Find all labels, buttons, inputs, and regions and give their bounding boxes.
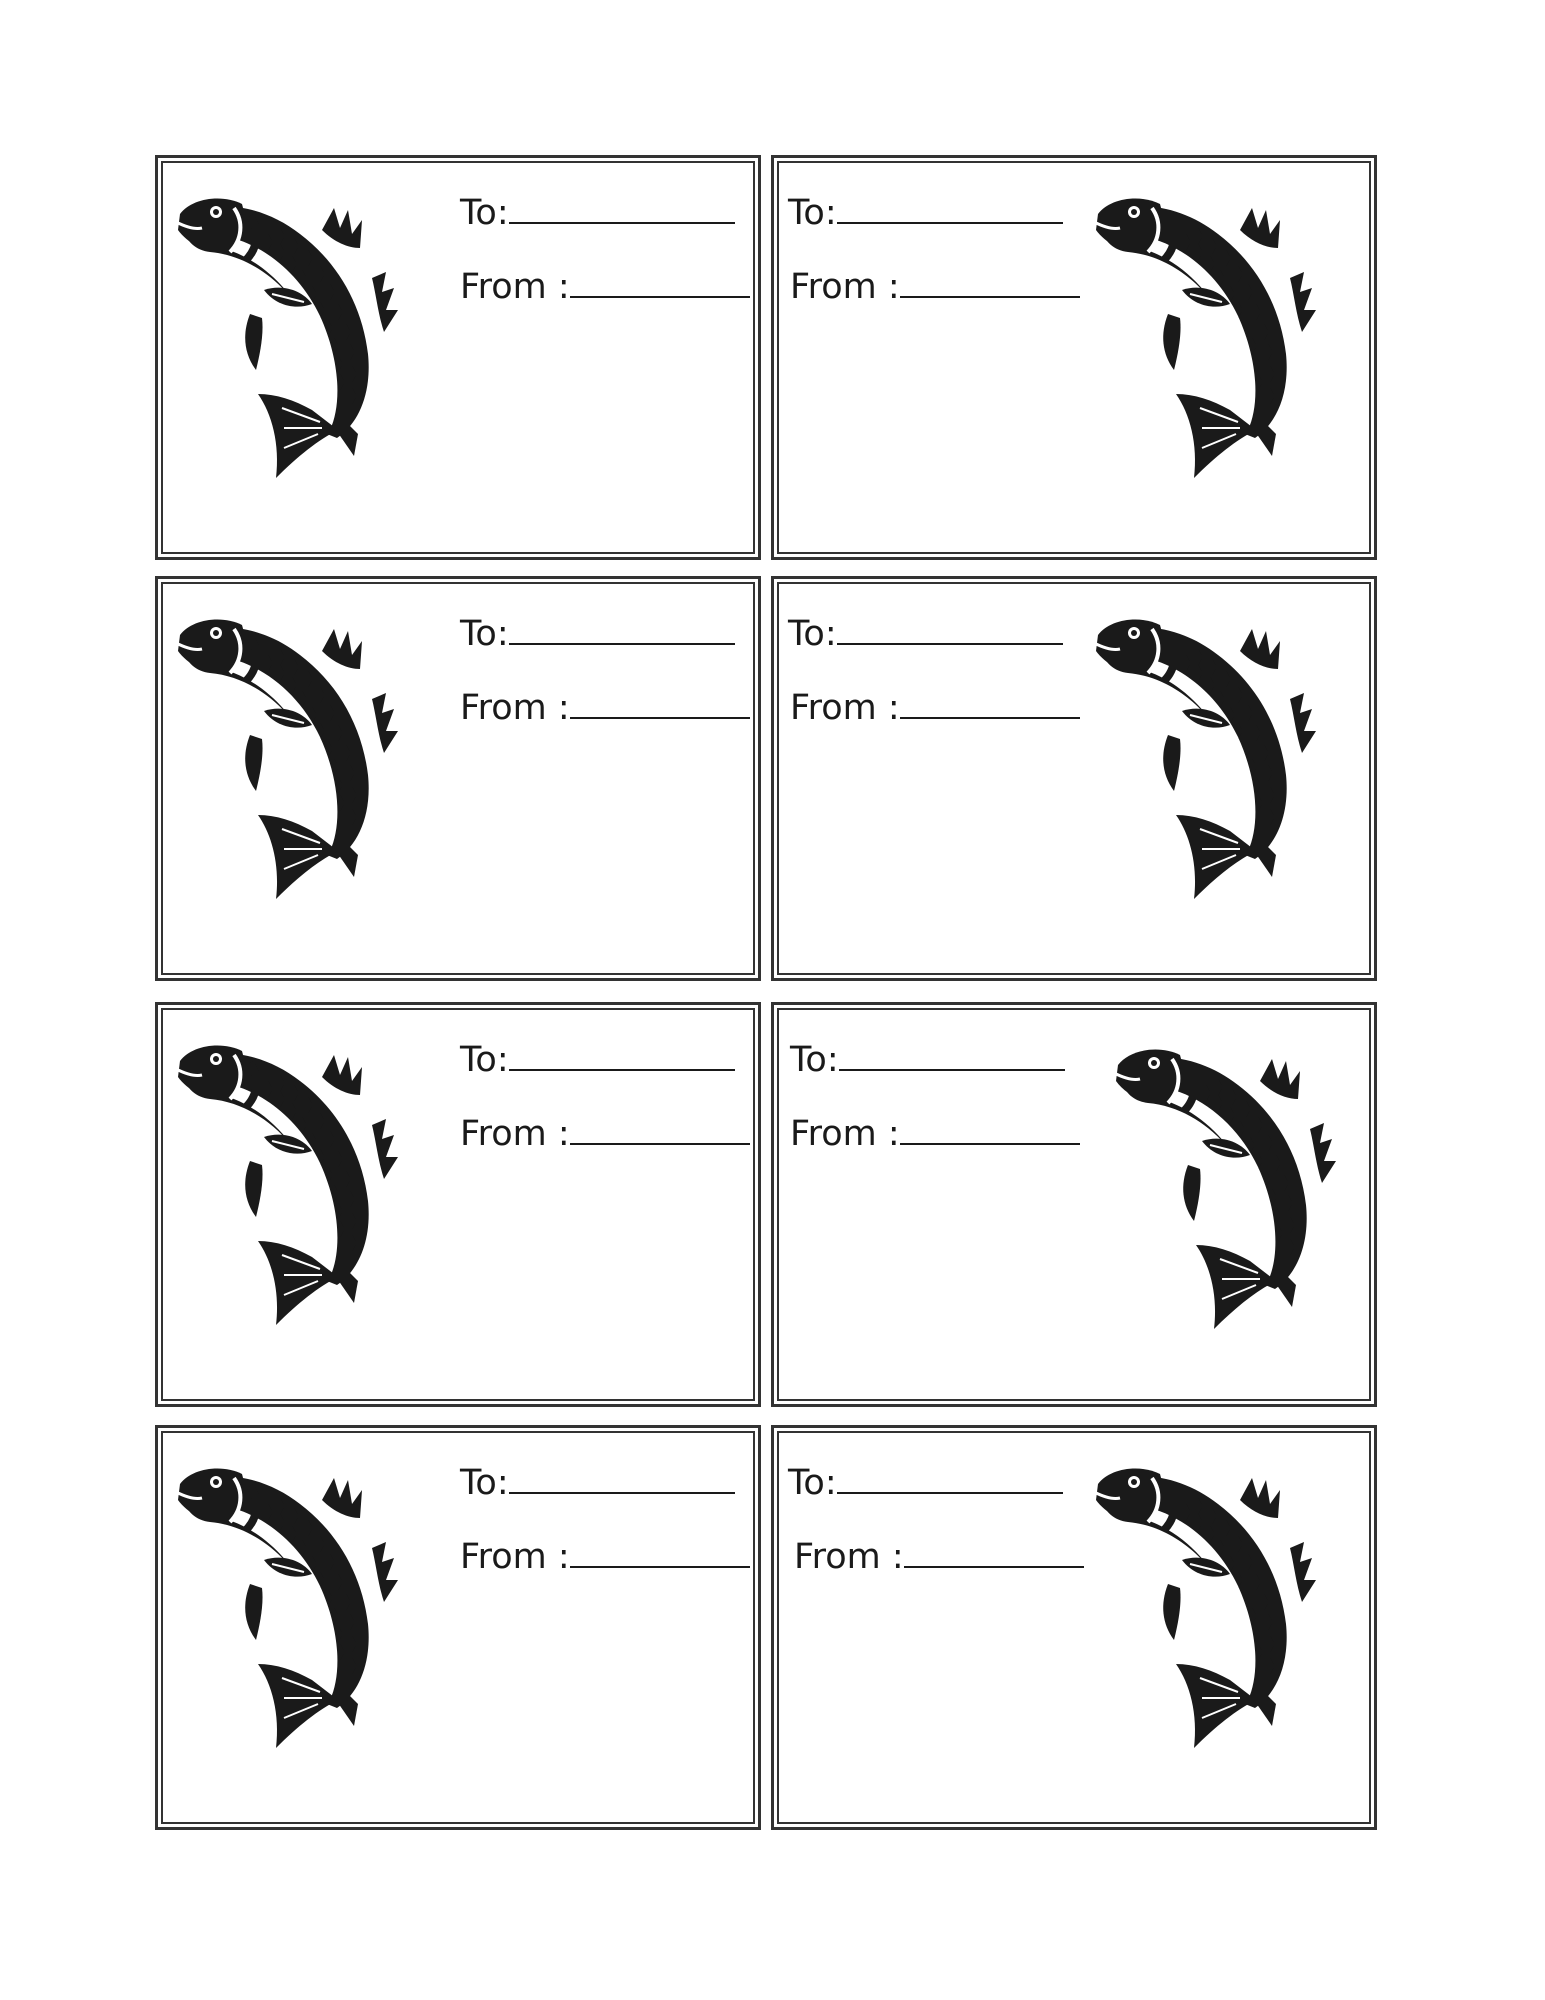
to-label: To:	[788, 193, 837, 233]
from-line	[790, 266, 1080, 307]
to-line	[460, 1039, 735, 1080]
leaping-fish-icon	[1090, 615, 1350, 905]
leaping-fish-icon	[172, 194, 432, 484]
to-blank[interactable]	[509, 192, 735, 224]
from-line	[460, 1536, 750, 1577]
from-line	[460, 1113, 750, 1154]
from-line	[790, 1113, 1080, 1154]
to-blank[interactable]	[509, 1039, 735, 1071]
to-blank[interactable]	[837, 192, 1063, 224]
leaping-fish-icon	[172, 615, 432, 905]
leaping-fish-icon	[1110, 1045, 1370, 1335]
gift-tag-4	[771, 576, 1377, 981]
to-label: To:	[790, 1040, 839, 1080]
to-blank[interactable]	[837, 613, 1063, 645]
from-label: From :	[790, 267, 900, 307]
from-label: From :	[794, 1537, 904, 1577]
gift-tag-1	[155, 155, 761, 560]
to-label: To:	[460, 1040, 509, 1080]
to-line	[460, 192, 735, 233]
from-line	[460, 687, 750, 728]
from-label: From :	[460, 267, 570, 307]
from-blank[interactable]	[570, 1536, 750, 1568]
from-line	[790, 687, 1080, 728]
gift-tag-2	[771, 155, 1377, 560]
from-blank[interactable]	[570, 266, 750, 298]
to-label: To:	[460, 193, 509, 233]
to-blank[interactable]	[839, 1039, 1065, 1071]
from-label: From :	[460, 1537, 570, 1577]
gift-tag-6	[771, 1002, 1377, 1407]
from-blank[interactable]	[904, 1536, 1084, 1568]
leaping-fish-icon	[1090, 194, 1350, 484]
to-line	[788, 1462, 1063, 1503]
leaping-fish-icon	[1090, 1464, 1350, 1754]
to-blank[interactable]	[837, 1462, 1063, 1494]
to-line	[460, 1462, 735, 1503]
from-line	[460, 266, 750, 307]
to-line	[788, 192, 1063, 233]
gift-tag-5	[155, 1002, 761, 1407]
from-label: From :	[790, 688, 900, 728]
to-label: To:	[788, 614, 837, 654]
to-blank[interactable]	[509, 1462, 735, 1494]
gift-tag-3	[155, 576, 761, 981]
to-line	[790, 1039, 1065, 1080]
to-label: To:	[460, 614, 509, 654]
from-blank[interactable]	[900, 1113, 1080, 1145]
from-line	[794, 1536, 1084, 1577]
gift-tag-7	[155, 1425, 761, 1830]
to-label: To:	[460, 1463, 509, 1503]
leaping-fish-icon	[172, 1464, 432, 1754]
from-blank[interactable]	[570, 1113, 750, 1145]
to-blank[interactable]	[509, 613, 735, 645]
from-blank[interactable]	[900, 266, 1080, 298]
from-blank[interactable]	[570, 687, 750, 719]
leaping-fish-icon	[172, 1041, 432, 1331]
from-label: From :	[460, 1114, 570, 1154]
to-label: To:	[788, 1463, 837, 1503]
from-label: From :	[790, 1114, 900, 1154]
from-label: From :	[460, 688, 570, 728]
to-line	[788, 613, 1063, 654]
gift-tag-8	[771, 1425, 1377, 1830]
from-blank[interactable]	[900, 687, 1080, 719]
to-line	[460, 613, 735, 654]
